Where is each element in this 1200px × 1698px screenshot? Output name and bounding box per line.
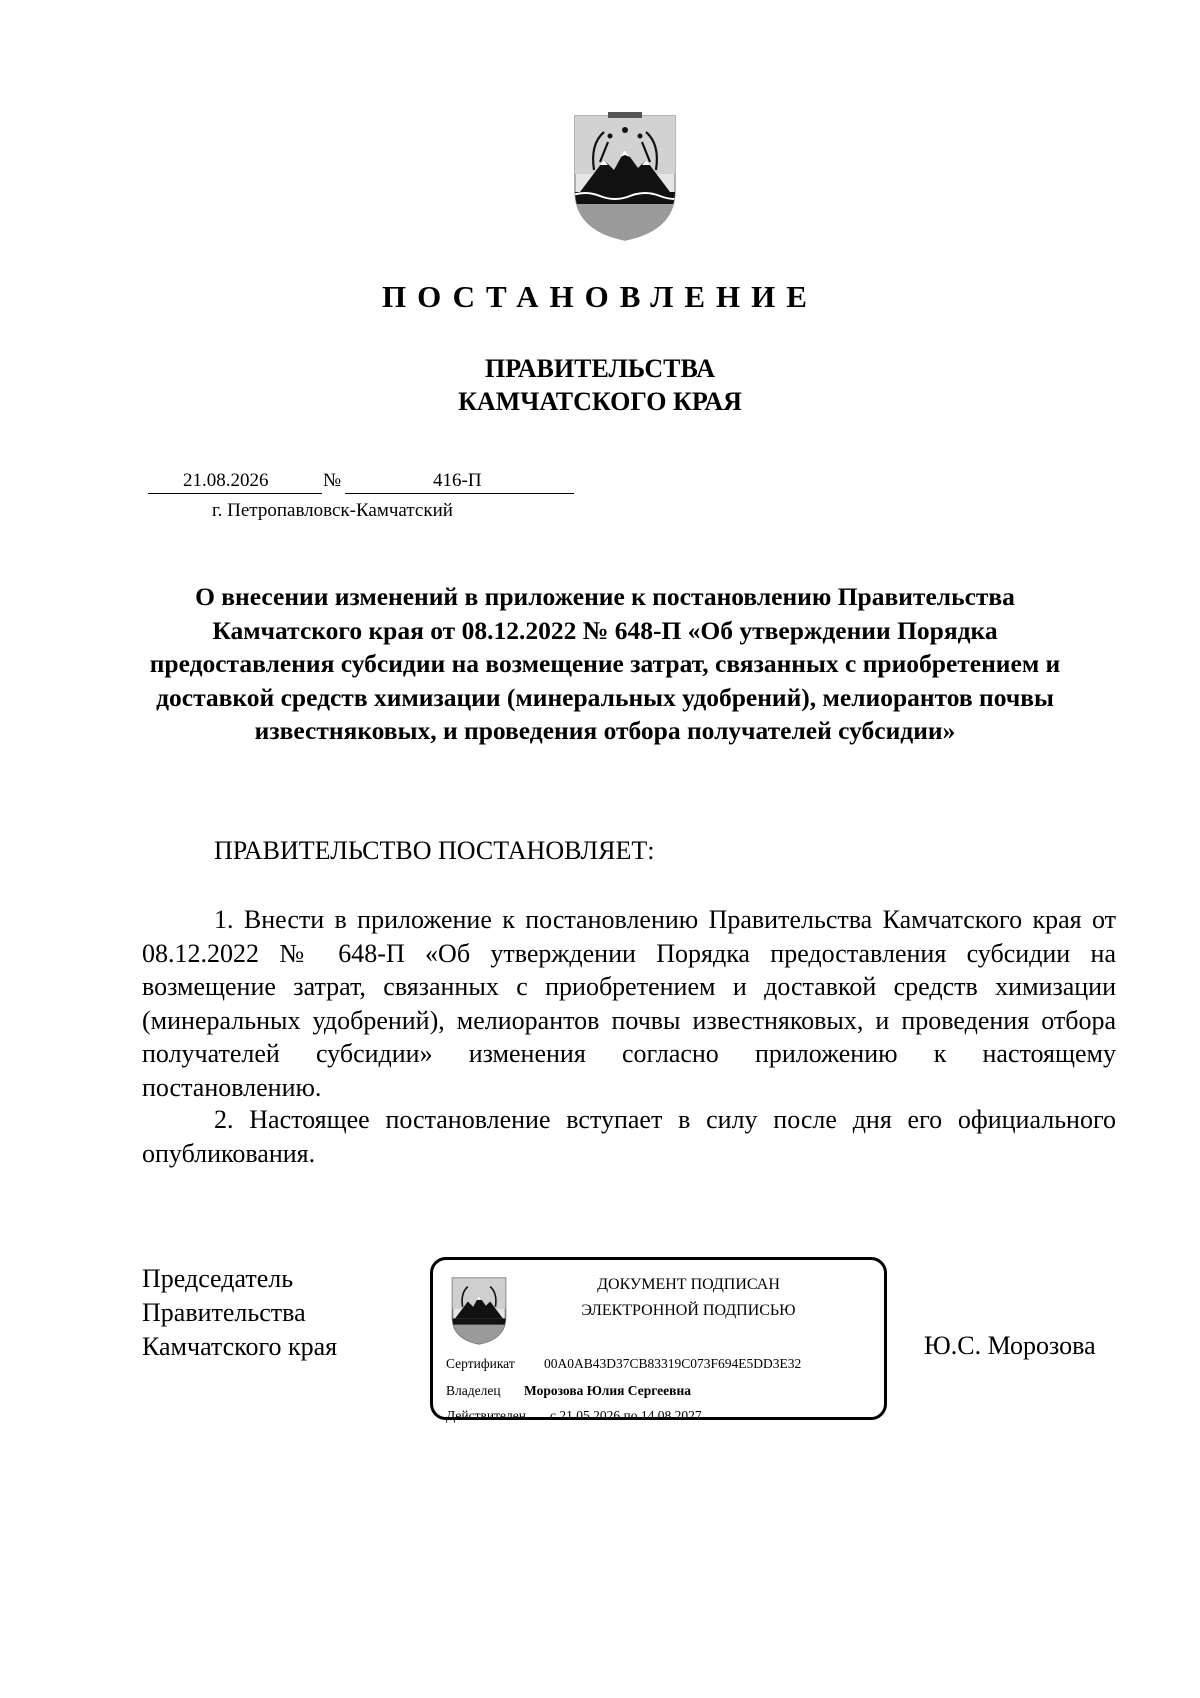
certificate-value: 00A0AB43D37CB83319C073F694E5DD3E32 [544,1356,802,1371]
stamp-heading-line-1: ДОКУМЕНТ ПОДПИСАН [597,1276,780,1293]
number-underline [345,493,574,494]
owner-label: Владелец [446,1383,501,1398]
body-paragraph-2: 2. Настоящее постановление вступает в силу после дня его официального опубликования. [142,1105,1116,1168]
validity-label: Действителен [446,1408,526,1423]
resolves-heading: ПРАВИТЕЛЬСТВО ПОСТАНОВЛЯЕТ: [214,836,655,865]
signatory-position-line: Правительства [142,1298,306,1327]
validity-row [446,1408,702,1424]
signatory-position-line: Камчатского края [142,1332,338,1361]
body-paragraph-1: 1. Внести в приложение к постановлению Правительства Камчатского края от 08.12.2022 № 648-П «Об утверждении Порядка предоставления субсидии на возмещение затрат, связанных с приобретением и доставкой средств химизации (минеральных удобрений), мелиорантов почвы известняковых, и проведения отбора получателей субсидии» изменения согласно приложению к настоящему постановлению. [142,905,1116,1102]
owner-value: Морозова Юлия Сергеевна [524,1383,691,1398]
coat-of-arms-icon [570,112,680,244]
certificate-row [446,1356,802,1372]
date-underline [148,493,322,494]
document-number: 416-П [433,470,482,491]
owner-row [446,1383,691,1399]
signatory-position [142,1262,337,1364]
document-date: 21.08.2026 [183,470,269,491]
signatory-name: Ю.С. Морозова [924,1331,1096,1360]
electronic-signature-stamp [430,1257,887,1423]
city-name: г. Петропавловск-Камчатский [212,500,453,521]
issuer-line-2: КАМЧАТСКОГО КРАЯ [458,387,742,416]
signatory-position-line: Председатель [142,1264,294,1293]
validity-value: с 21.05.2026 по 14.08.2027 [550,1408,702,1423]
number-sign: № [323,470,342,491]
document-type-heading: ПОСТАНОВЛЕНИЕ [382,279,818,314]
certificate-label: Сертификат [446,1356,515,1371]
document-title: О внесении изменений в приложение к постановлению Правительства Камчатского края от 08.12.2022 № 648-П «Об утверждении Порядка предоставления субсидии на возмещение затрат, связанных с приобретением и доставкой средств химизации (минеральных удобрений), мелиорантов почвы известняковых, и проведения отбора получателей субсидии» [149,582,1061,746]
stamp-heading-line-2: ЭЛЕКТРОННОЙ ПОДПИСЬЮ [581,1302,796,1319]
issuer-line-1: ПРАВИТЕЛЬСТВА [485,354,715,383]
